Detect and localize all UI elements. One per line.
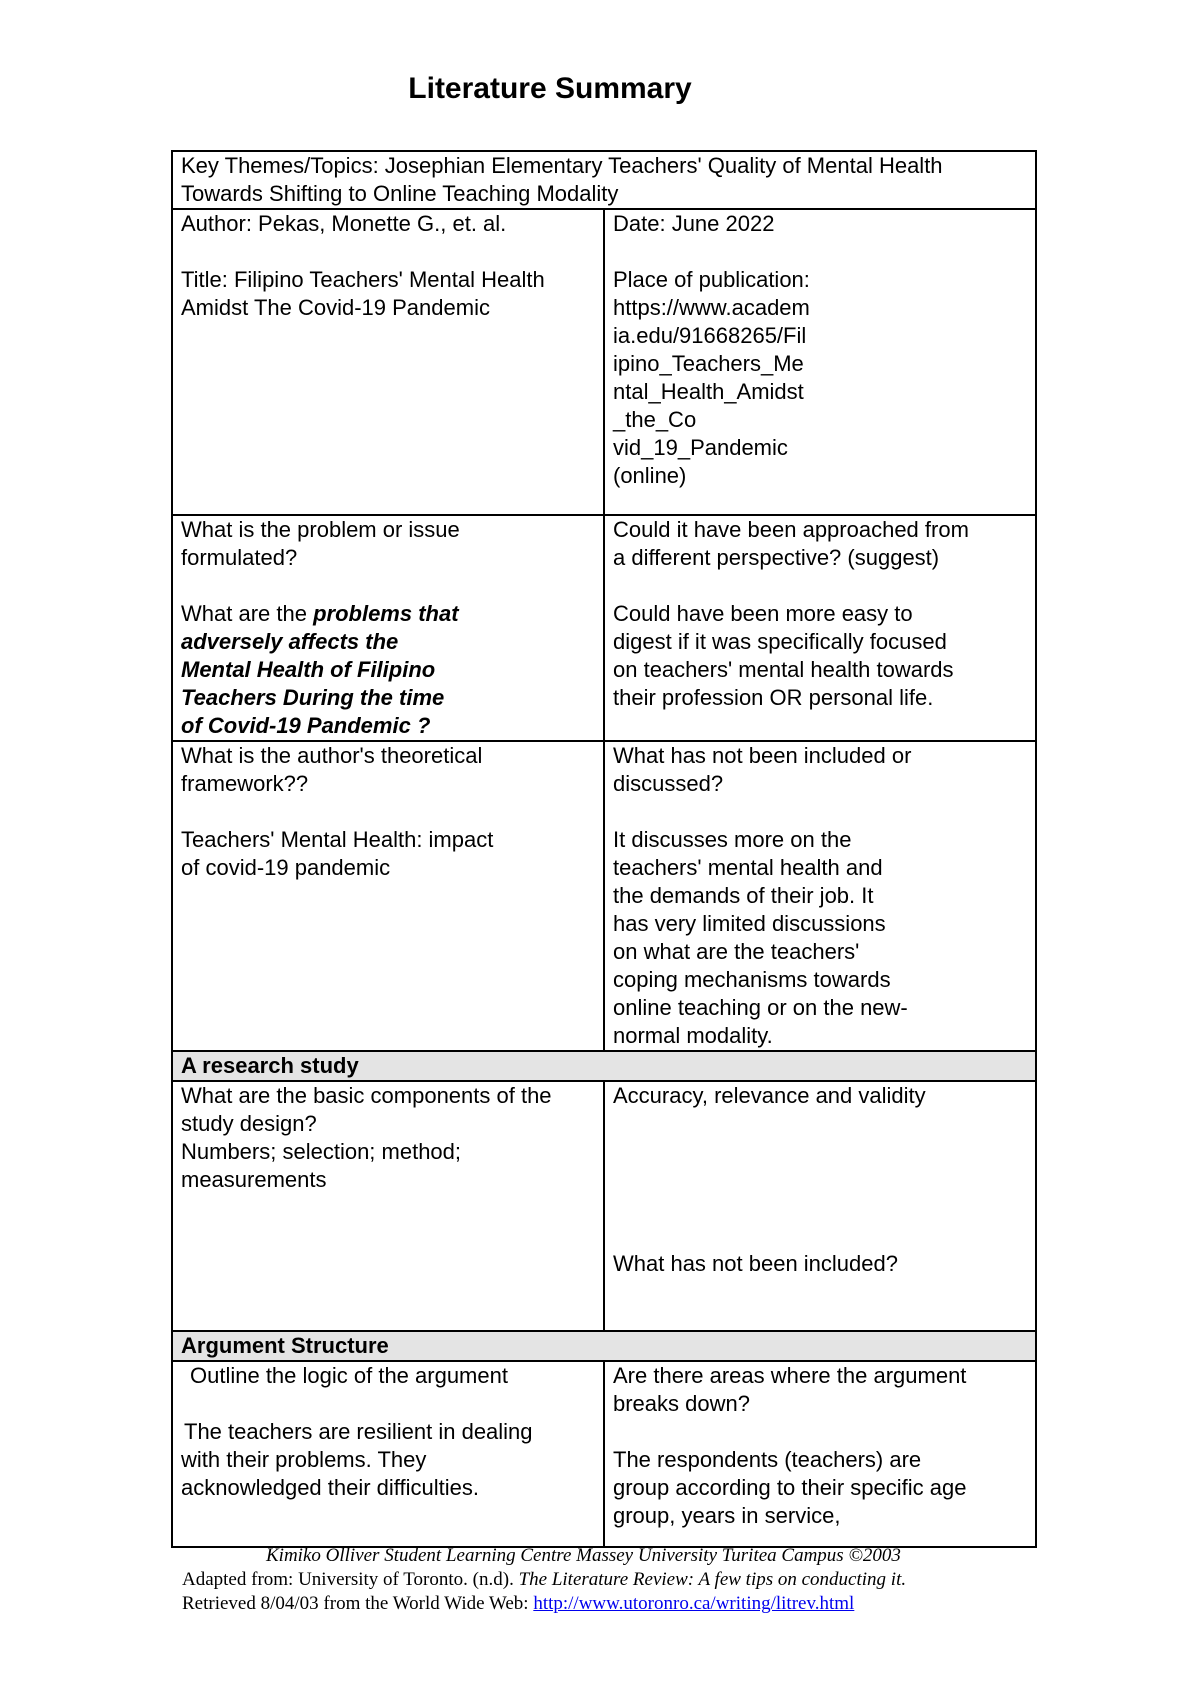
key-themes-cell: Key Themes/Topics: Josephian Elementary Teachers' Quality of Mental Health Towards Shifting to Online Teaching Modality xyxy=(172,151,1036,209)
logic-answer-line: with their problems. They xyxy=(181,1447,427,1472)
perspective-question-line2: a different perspective? (suggest) xyxy=(613,545,940,570)
argument-row xyxy=(172,1361,1036,1547)
framework-row xyxy=(172,741,1036,1051)
date-text: Date: June 2022 xyxy=(613,211,775,236)
problem-question-line2: formulated? xyxy=(181,545,298,570)
framework-cell xyxy=(172,741,604,1051)
accuracy-cell xyxy=(604,1081,1036,1331)
components-line: study design? xyxy=(181,1111,317,1136)
components-line: Numbers; selection; method; xyxy=(181,1139,462,1164)
components-cell xyxy=(172,1081,604,1331)
footer xyxy=(182,1544,1042,1616)
problem-answer-line: Teachers During the time xyxy=(181,685,445,710)
perspective-answer-line: Could have been more easy to xyxy=(613,601,913,626)
not-included-answer-line: coping mechanisms towards xyxy=(613,967,891,992)
title-text: Title: Filipino Teachers' Mental Health xyxy=(181,267,545,292)
author-title-cell xyxy=(172,209,604,515)
not-included-question: What has not been included or xyxy=(613,743,912,768)
logic-question: Outline the logic of the argument xyxy=(190,1363,508,1388)
logic-cell xyxy=(172,1361,604,1547)
source-link[interactable]: http://www.utoronro.ca/writing/litrev.html xyxy=(533,1593,855,1614)
problem-answer-line: adversely affects the xyxy=(181,629,399,654)
place-line: ia.edu/91668265/Fil xyxy=(613,323,807,348)
breakdown-question-line2: breaks down? xyxy=(613,1391,750,1416)
breakdown-answer-line: The respondents (teachers) are xyxy=(613,1447,922,1472)
not-included-question-line2: discussed? xyxy=(613,771,724,796)
research-study-header-row xyxy=(172,1051,1036,1081)
framework-answer-line: of covid-19 pandemic xyxy=(181,855,391,880)
argument-structure-header: Argument Structure xyxy=(172,1331,1036,1361)
not-included-answer-line: has very limited discussions xyxy=(613,911,886,936)
components-line: measurements xyxy=(181,1167,327,1192)
place-line: (online) xyxy=(613,463,687,488)
problem-question: What is the problem or issue xyxy=(181,517,460,542)
footer-adapted-title: The Literature Review: A few tips on conducting it. xyxy=(518,1569,907,1590)
place-line: ntal_Health_Amidst xyxy=(613,379,804,404)
not-included-answer-line: teachers' mental health and xyxy=(613,855,883,880)
place-line: _the_Co xyxy=(613,407,697,432)
not-included-answer-line: It discusses more on the xyxy=(613,827,852,852)
framework-question: What is the author's theoretical xyxy=(181,743,483,768)
footer-adapted: Adapted from: University of Toronto. (n.d). The Literature Review: A few tips on conducting it. xyxy=(182,1569,907,1590)
perspective-question: Could it have been approached from xyxy=(613,517,969,542)
not-included-answer-line: normal modality. xyxy=(613,1023,773,1048)
literature-summary-table xyxy=(171,150,1037,1548)
place-line: vid_19_Pandemic xyxy=(613,435,788,460)
date-place-cell xyxy=(604,209,1036,515)
footer-credit: Kimiko Olliver Student Learning Centre Massey University Turitea Campus ©2003 xyxy=(266,1545,901,1566)
breakdown-answer-line: group according to their specific age xyxy=(613,1475,967,1500)
not-included-answer-line: online teaching or on the new- xyxy=(613,995,908,1020)
perspective-cell xyxy=(604,515,1036,741)
perspective-answer-line: on teachers' mental health towards xyxy=(613,657,954,682)
perspective-answer-line: digest if it was specifically focused xyxy=(613,629,947,654)
logic-answer-line: acknowledged their difficulties. xyxy=(181,1475,479,1500)
problem-row xyxy=(172,515,1036,741)
page-title: Literature Summary xyxy=(408,72,692,105)
problem-answer-line: Mental Health of Filipino xyxy=(181,657,436,682)
perspective-answer-line: their profession OR personal life. xyxy=(613,685,934,710)
not-included-question-2: What has not been included? xyxy=(613,1251,898,1276)
not-included-answer-line: on what are the teachers' xyxy=(613,939,860,964)
not-included-cell xyxy=(604,741,1036,1051)
not-included-answer-line: the demands of their job. It xyxy=(613,883,874,908)
place-line: ipino_Teachers_Me xyxy=(613,351,804,376)
accuracy-text: Accuracy, relevance and validity xyxy=(613,1083,926,1108)
meta-row xyxy=(172,209,1036,515)
footer-retrieved: Retrieved 8/04/03 from the World Wide Web: http://www.utoronro.ca/writing/litrev.html xyxy=(182,1593,855,1614)
framework-answer-line: Teachers' Mental Health: impact xyxy=(181,827,494,852)
problem-answer: What are the problems that xyxy=(181,601,459,626)
breakdown-answer-line: group, years in service, xyxy=(613,1503,841,1528)
author-text: Author: Pekas, Monette G., et. al. xyxy=(181,211,507,236)
breakdown-cell xyxy=(604,1361,1036,1547)
components-row xyxy=(172,1081,1036,1331)
breakdown-question: Are there areas where the argument xyxy=(613,1363,967,1388)
place-label: Place of publication: xyxy=(613,267,810,292)
argument-header-row xyxy=(172,1331,1036,1361)
research-study-header: A research study xyxy=(172,1051,1036,1081)
place-line: https://www.academ xyxy=(613,295,810,320)
key-themes-row xyxy=(172,151,1036,209)
components-line: What are the basic components of the xyxy=(181,1083,552,1108)
problem-cell xyxy=(172,515,604,741)
logic-answer-line: The teachers are resilient in dealing xyxy=(184,1419,533,1444)
title-text-line2: Amidst The Covid-19 Pandemic xyxy=(181,295,490,320)
framework-question-line2: framework?? xyxy=(181,771,309,796)
problem-answer-line: of Covid-19 Pandemic ? xyxy=(181,713,431,738)
